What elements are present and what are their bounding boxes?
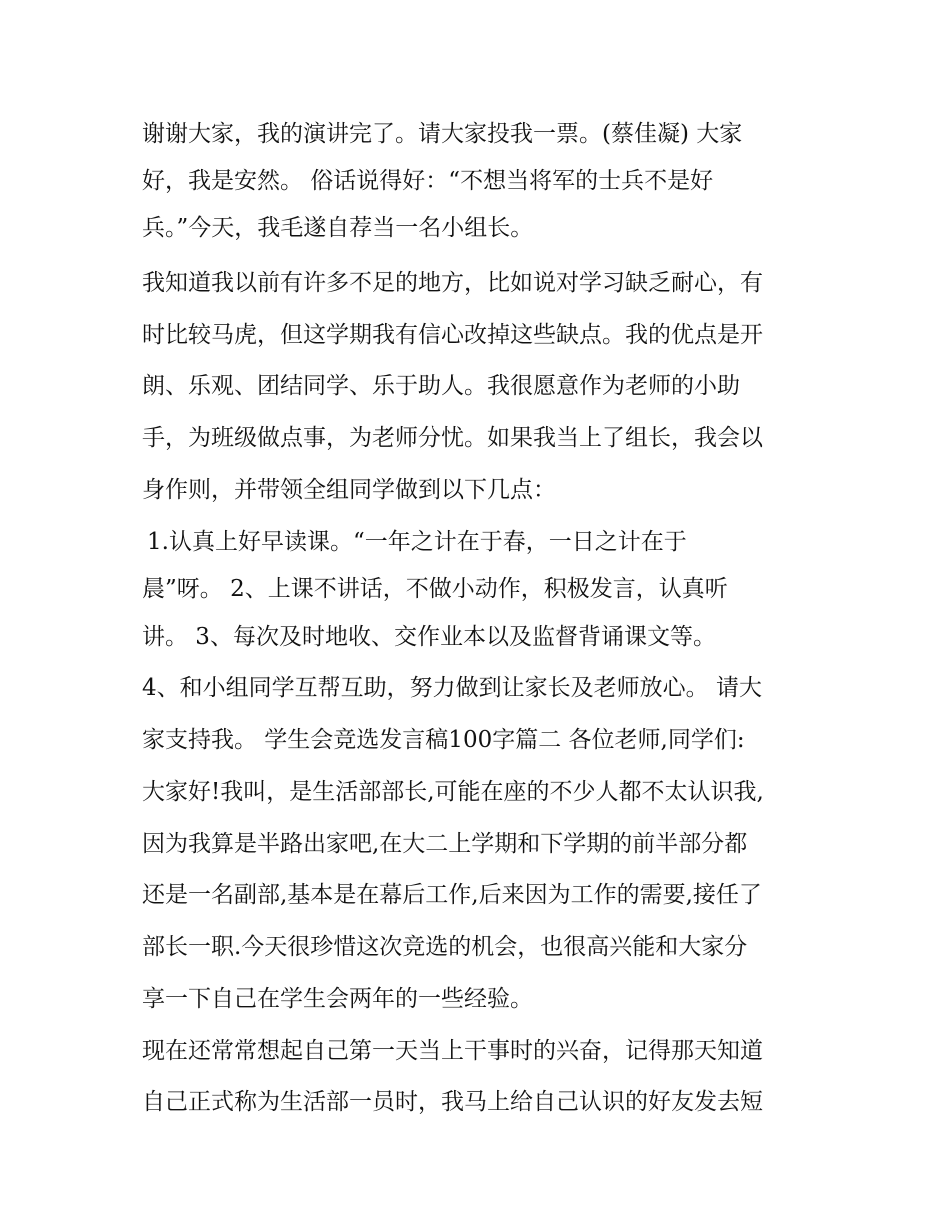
text-line: 我知道我以前有许多不足的地方，比如说对学习缺乏耐心，有 [142,270,763,296]
text-line: 家支持我。 学生会竞选发言稿100字篇二 各位老师,同学们: [142,727,745,753]
text-line: 时比较马虎，但这学期我有信心改掉这些缺点。我的优点是开 [142,322,763,348]
text-line: 享一下自己在学生会两年的一些经验。 [142,986,533,1012]
text-line: 朗、乐观、团结同学、乐于助人。我很愿意作为老师的小助 [142,373,740,399]
text-line: 自己正式称为生活部一员时，我马上给自己认识的好友发去短 [142,1089,763,1115]
text-line: 1.认真上好早读课。“一年之计在于春，一日之计在于 [147,529,687,555]
text-line: 部长一职.今天很珍惜这次竞选的机会，也很高兴能和大家分 [142,934,748,960]
text-line: 兵。”今天，我毛遂自荐当一名小组长。 [142,215,534,241]
text-line: 谢谢大家，我的演讲完了。请大家投我一票。(蔡佳凝) 大家 [142,121,743,147]
text-line: 因为我算是半路出家吧,在大二上学期和下学期的前半部分都 [142,831,748,857]
text-line: 手，为班级做点事，为老师分忧。如果我当上了组长，我会以 [142,425,763,451]
text-line: 好，我是安然。 俗话说得好：“不想当将军的士兵不是好 [142,168,714,194]
text-line: 现在还常常想起自己第一天当上干事时的兴奋，记得那天知道 [142,1038,763,1064]
text-line: 大家好!我叫，是生活部部长,可能在座的不少人都不太认识我, [142,779,764,805]
text-line: 还是一名副部,基本是在幕后工作,后来因为工作的需要,接任了 [142,882,762,908]
text-line: 4、和小组同学互帮互助，努力做到让家长及老师放心。 请大 [142,675,762,701]
text-line: 晨”呀。 2、上课不讲话，不做小动作，积极发言，认真听 [142,576,728,602]
text-line: 讲。 3、每次及时地收、交作业本以及监督背诵课文等。 [142,624,716,650]
text-line: 身作则，并带领全组同学做到以下几点： [142,477,556,503]
